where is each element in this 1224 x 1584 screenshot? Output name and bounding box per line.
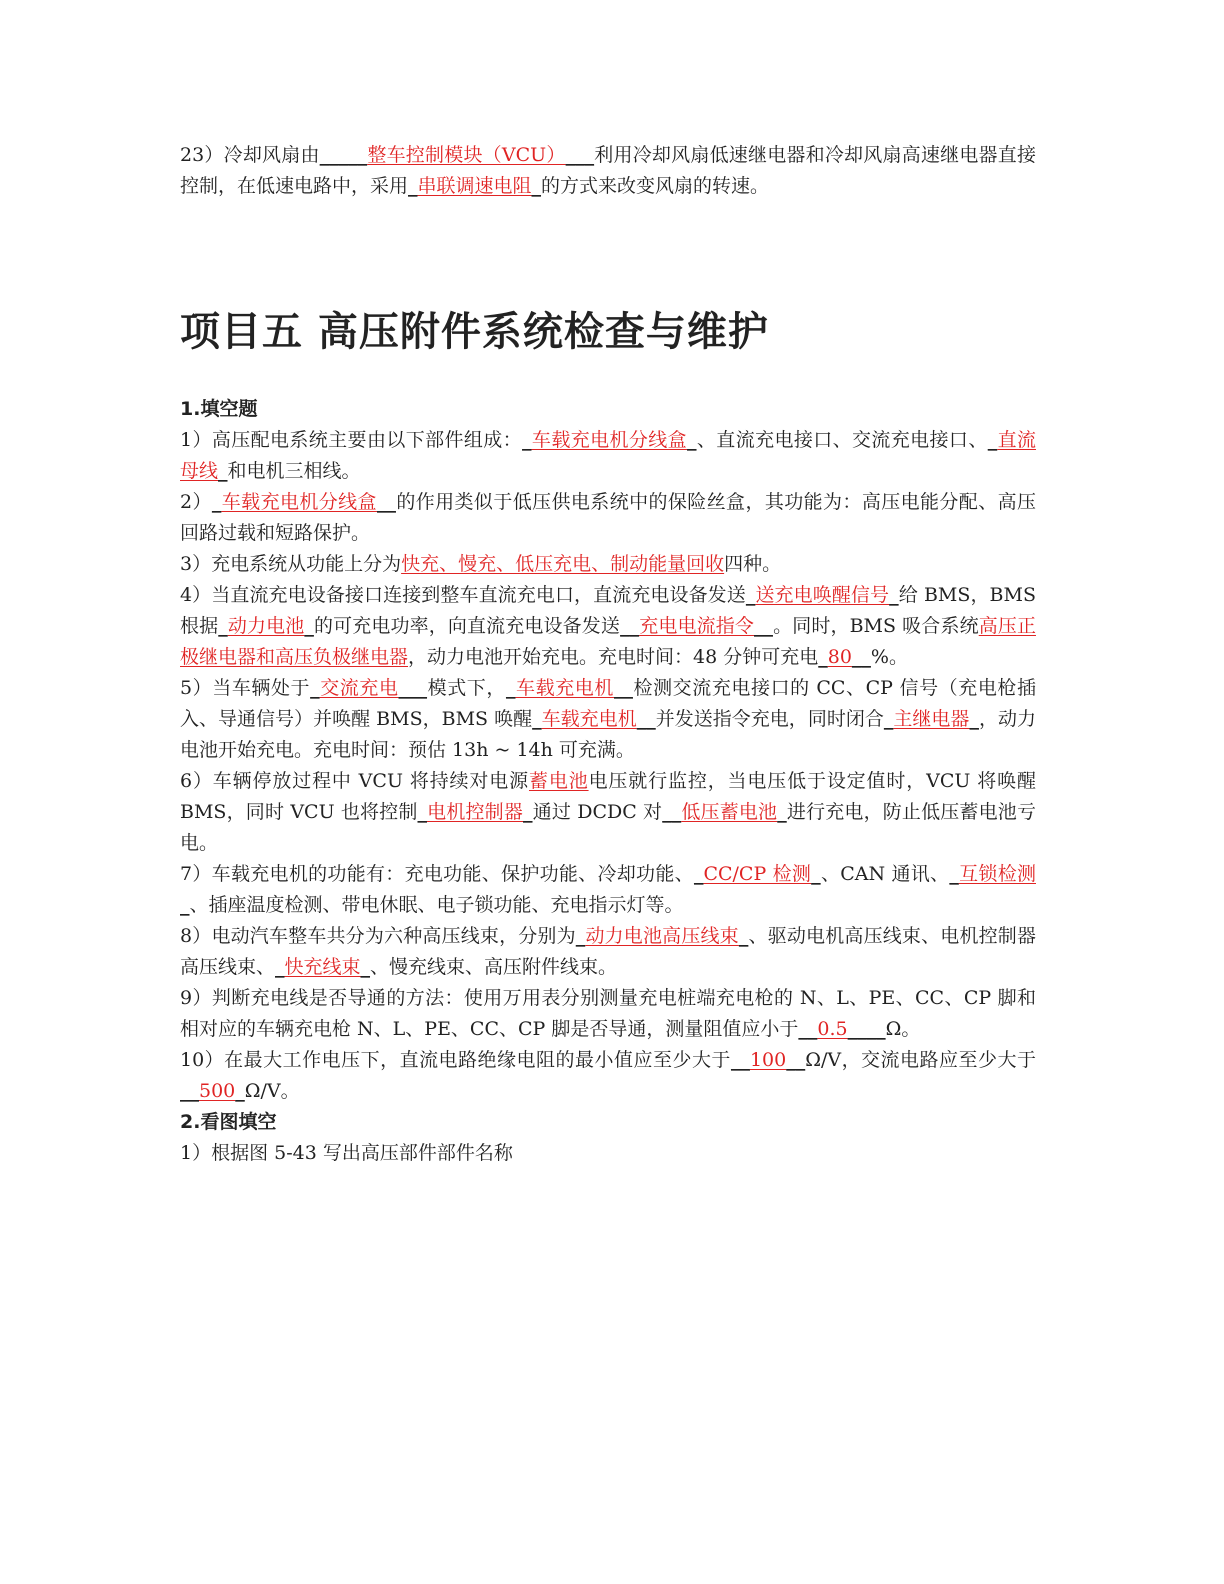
question-7: 7）车载充电机的功能有：充电功能、保护功能、冷却功能、_CC/CP 检测_、CAN 通讯、_互锁检测_、插座温度检测、带电休眠、电子锁功能、充电指示灯等。 [180, 863, 1036, 916]
project-heading: 项目五 高压附件系统检查与维护 [180, 309, 769, 355]
answer-blank: 串联调速电阻 [417, 175, 532, 197]
answer-blank: 交流充电 [319, 677, 399, 699]
answer-blank: 动力电池 [227, 615, 305, 637]
answer-blank: 车载充电机分线盒 [221, 491, 377, 513]
answer-blank: 车载充电机分线盒 [531, 429, 688, 451]
answer-blank: 整车控制模块（VCU） [367, 144, 566, 166]
section-title-picture-fill: 2.看图填空 [180, 1111, 277, 1133]
answer-blank: 80 [827, 646, 852, 668]
answer-blank: 低压蓄电池 [681, 801, 778, 823]
answer-blank: 100 [749, 1049, 787, 1071]
answer-blank: 充电电流指令 [639, 615, 754, 637]
answer-blank: 直流母线 [180, 429, 1036, 482]
answer-blank: 电机控制器 [427, 801, 524, 823]
document-page [180, 140, 1036, 1169]
question-3: 3）充电系统从功能上分为快充、慢充、低压充电、制动能量回收四种。 [180, 553, 782, 575]
answer-blank: 0.5 [817, 1018, 848, 1040]
section-title-fill-blank: 1.填空题 [180, 398, 258, 420]
answer-blank: 互锁检测 [958, 863, 1036, 885]
question-6: 6）车辆停放过程中 VCU 将持续对电源蓄电池电压就行监控，当电压低于设定值时，VCU 将唤醒 BMS，同时 VCU 也将控制_电机控制器_通过 DCDC 对__低压蓄电池_进行充电，防止低压蓄电池亏电。 [180, 770, 1036, 854]
question-2: 2）_车载充电机分线盒__的作用类似于低压供电系统中的保险丝盒，其功能为：高压电能分配、高压回路过载和短路保护。 [180, 491, 1036, 544]
answer-blank: 车载充电机 [515, 677, 614, 699]
answer-blank: 主继电器 [893, 708, 970, 730]
answer-blank: 车载充电机 [541, 708, 637, 730]
question-4: 4）当直流充电设备接口连接到整车直流充电口，直流充电设备发送_送充电唤醒信号_给 BMS，BMS 根据_动力电池_的可充电功率，向直流充电设备发送__充电电流指令__。同时，BMS 吸合系统高压正极继电器和高压负极继电器，动力电池开始充电。充电时间：48 分钟可充电_80__%。 [180, 584, 1036, 668]
question-9: 9）判断充电线是否导通的方法：使用万用表分别测量充电桩端充电枪的 N、L、PE、CC、CP 脚和相对应的车辆充电枪 N、L、PE、CC、CP 脚是否导通，测量阻值应小于__0.5____Ω。 [180, 987, 1036, 1040]
answer-blank: 快充、慢充、低压充电、制动能量回收 [401, 553, 725, 575]
answer-blank: 500 [199, 1080, 236, 1102]
answer-blank: CC/CP 检测 [703, 863, 812, 885]
question-23: 23）冷却风扇由_____整车控制模块（VCU）___利用冷却风扇低速继电器和冷却风扇高速继电器直接控制，在低速电路中，采用_串联调速电阻_的方式来改变风扇的转速。 [180, 144, 1036, 197]
question-8: 8）电动汽车整车共分为六种高压线束，分别为_动力电池高压线束_、驱动电机高压线束、电机控制器高压线束、_快充线束_、慢充线束、高压附件线束。 [180, 925, 1036, 978]
answer-blank: 送充电唤醒信号 [755, 584, 890, 606]
picture-question-1: 1）根据图 5-43 写出高压部件部件名称 [180, 1142, 513, 1164]
question-5: 5）当车辆处于_交流充电___模式下，_车载充电机__检测交流充电接口的 CC、CP 信号（充电枪插入、导通信号）并唤醒 BMS，BMS 唤醒_车载充电机__并发送指令充电，同时闭合_主继电器_，动力电池开始充电。充电时间：预估 13h ~ 14h 可充满。 [180, 677, 1036, 761]
question-1: 1）高压配电系统主要由以下部件组成：_车载充电机分线盒_、直流充电接口、交流充电接口、_直流母线_和电机三相线。 [180, 429, 1036, 482]
answer-blank: 高压正极继电器和高压负极继电器 [180, 615, 1036, 668]
answer-blank: 动力电池高压线束 [585, 925, 739, 947]
answer-blank: 蓄电池 [528, 770, 589, 792]
answer-blank: 快充线束 [284, 956, 361, 978]
question-10: 10）在最大工作电压下，直流电路绝缘电阻的最小值应至少大于__100__Ω/V，交流电路应至少大于__500_Ω/V。 [180, 1049, 1036, 1102]
